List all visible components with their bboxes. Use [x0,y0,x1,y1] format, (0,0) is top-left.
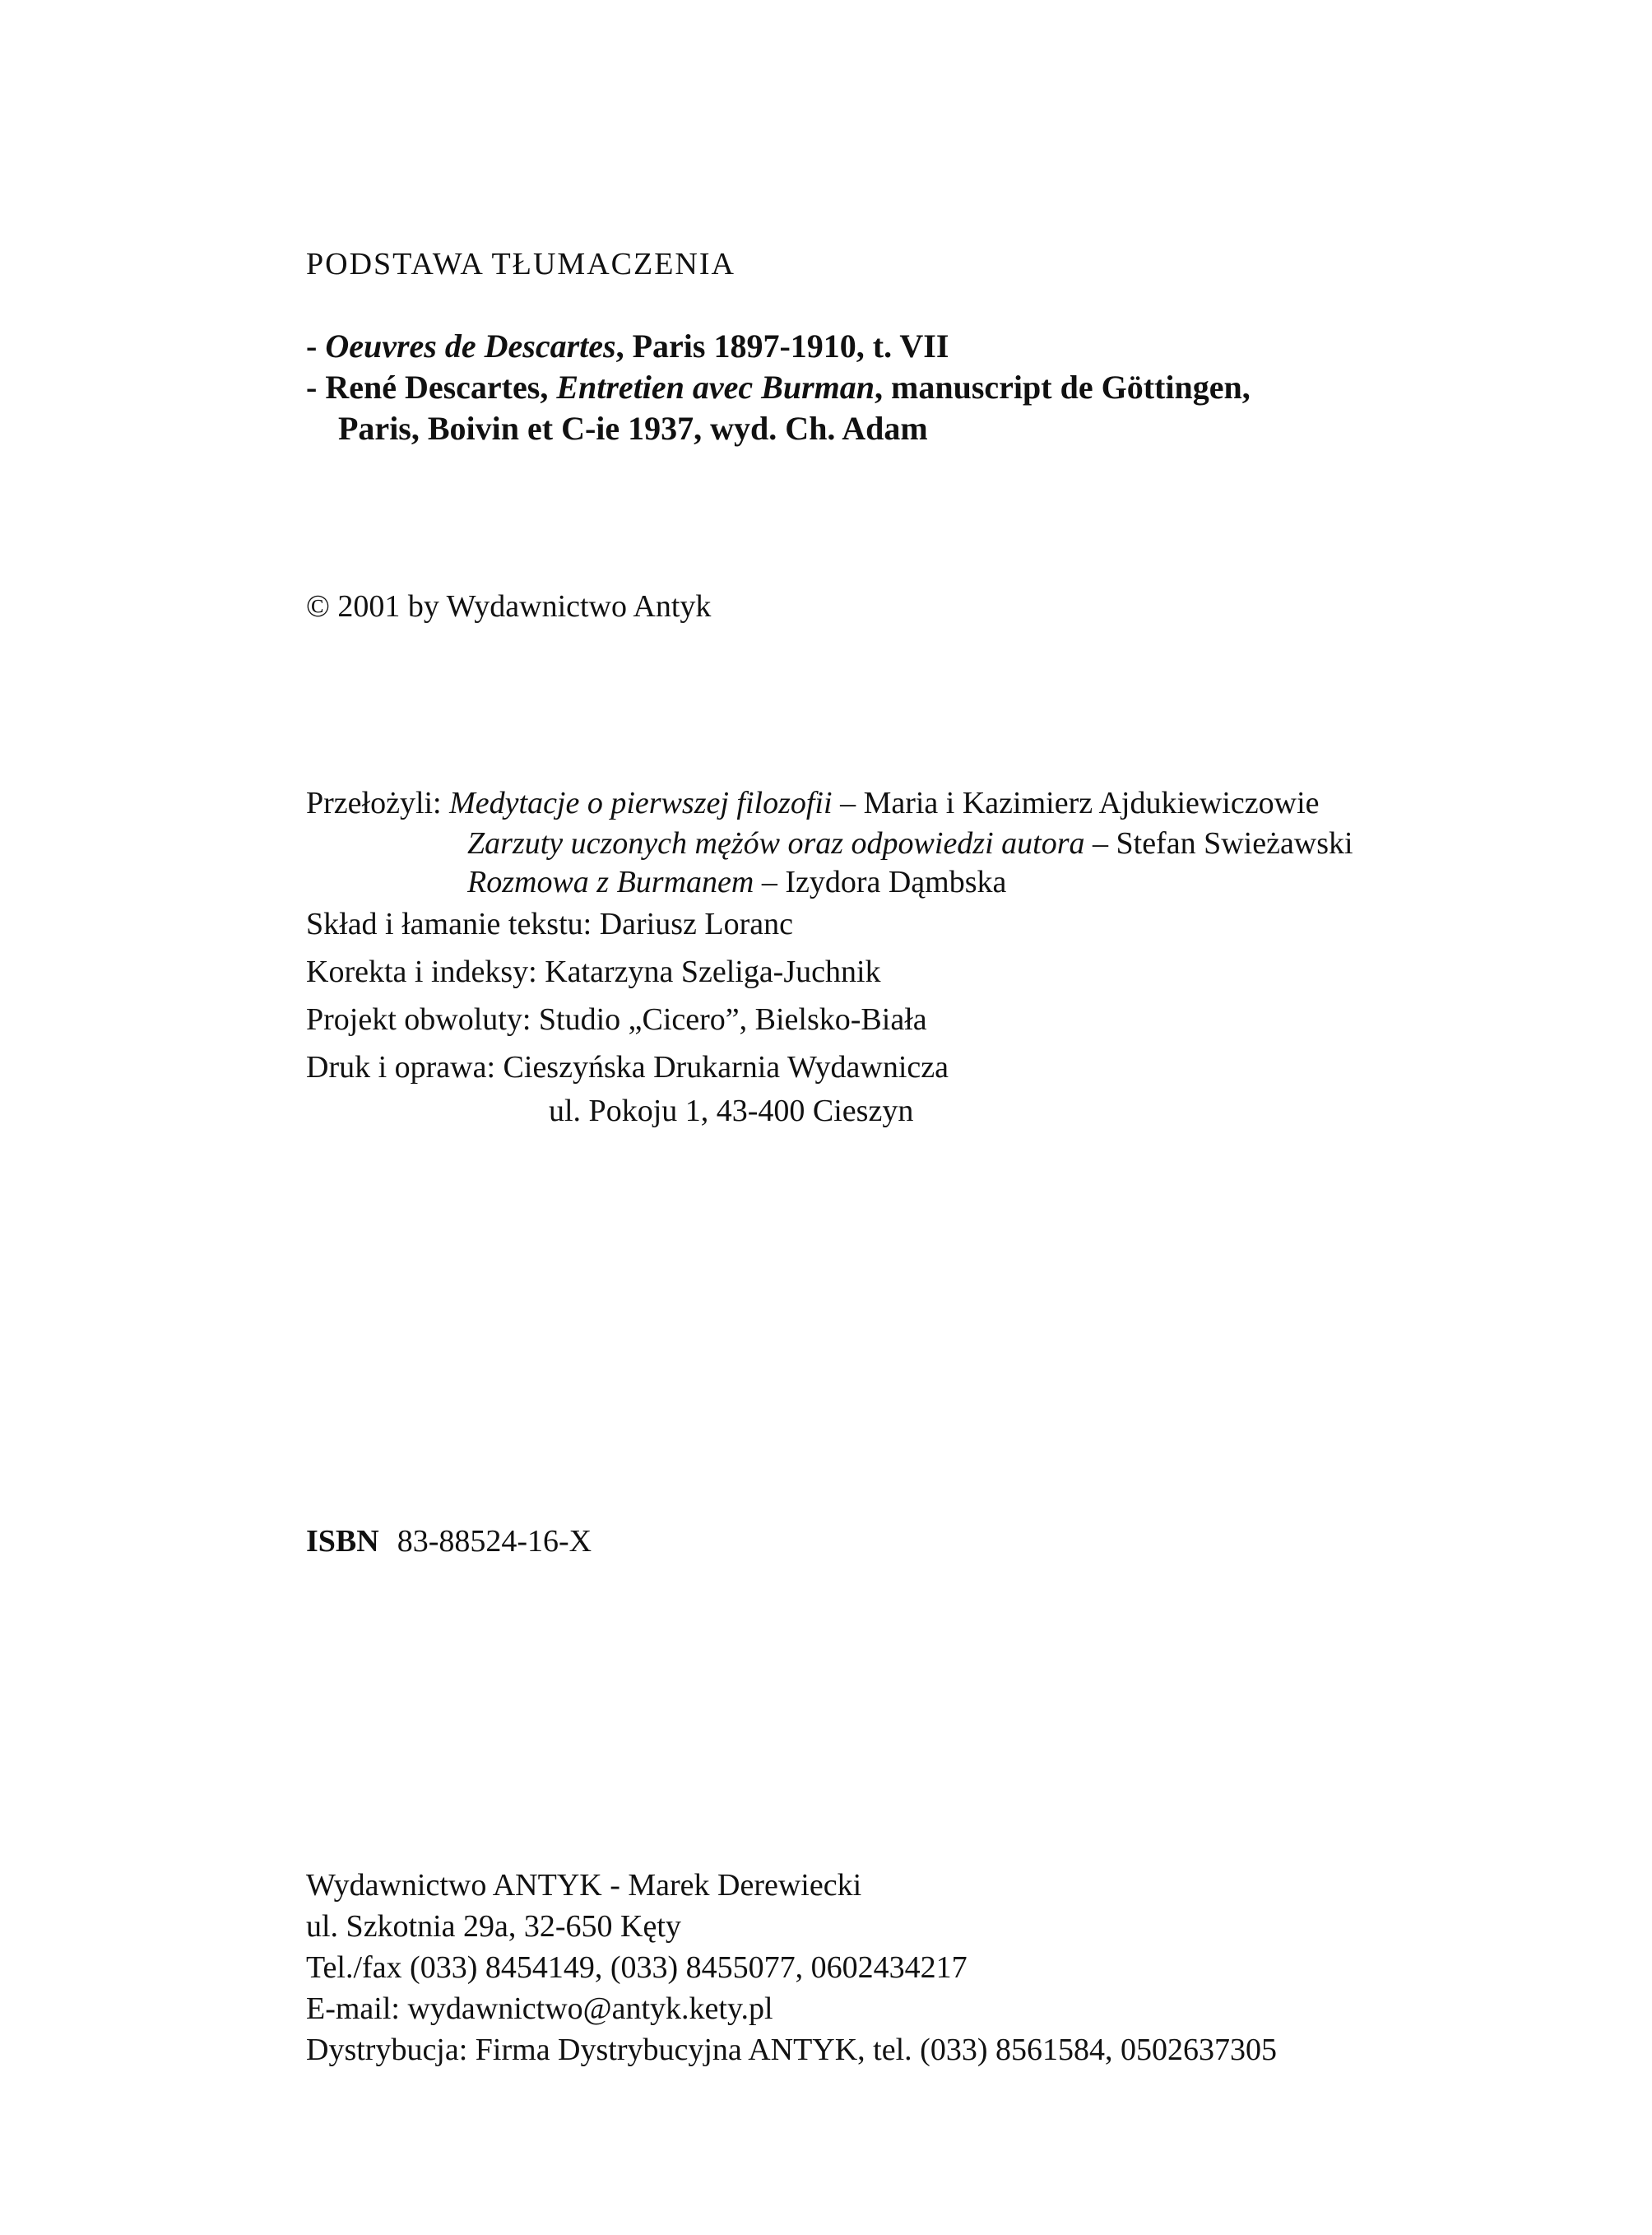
publisher-name: Wydawnictwo ANTYK - Marek Derewiecki [306,1868,862,1903]
publisher-email: E-mail: wydawnictwo@antyk.kety.pl [306,1991,773,2026]
printing-credit: Druk i oprawa: Cieszyńska Drukarnia Wydawnicza [306,1050,949,1085]
source-title: Oeuvres de Descartes [325,328,616,365]
translator-row [306,864,1353,900]
source-item [306,326,1251,367]
publisher-phone: Tel./fax (033) 8454149, (033) 8455077, 0602434217 [306,1950,968,1985]
translation-basis-list [306,326,1251,449]
copyright-notice: © 2001 by Wydawnictwo Antyk [306,589,712,624]
translator-names: Izydora Dąmbska [785,865,1007,899]
isbn-value: 83-88524-16-X [397,1524,592,1559]
source-item [306,367,1251,408]
source-details: , Paris 1897-1910, t. VII [615,328,949,365]
typesetting-credit: Skład i łamanie tekstu: Dariusz Loranc [306,907,793,941]
translator-separator: – [832,786,864,820]
translators-label: Przełożyli: [306,786,442,820]
translator-names: Stefan Swieżawski [1116,826,1353,861]
translator-separator: – [754,865,786,899]
list-dash: - [306,369,318,406]
source-author: René Descartes, [325,369,557,406]
translator-names: Maria i Kazimierz Ajdukiewiczowie [863,786,1320,820]
isbn-label: ISBN [306,1524,379,1559]
publisher-address: ul. Szkotnia 29a, 32-650 Kęty [306,1909,681,1944]
source-details: , manuscript de Göttingen, [875,369,1251,406]
translated-work-title: Rozmowa z Burmanem [467,865,754,899]
publisher-distribution: Dystrybucja: Firma Dystrybucyjna ANTYK, tel. (033) 8561584, 0502637305 [306,2033,1277,2067]
source-continuation: Paris, Boivin et C-ie 1937, wyd. Ch. Adam [338,410,928,447]
publisher-info [306,1865,1277,2070]
proofreading-credit: Korekta i indeksy: Katarzyna Szeliga-Juchnik [306,955,881,989]
translated-work-title: Medytacje o pierwszej filozofii [449,786,833,820]
translated-work-title: Zarzuty uczonych mężów oraz odpowiedzi autora [467,826,1085,861]
translator-row [306,824,1353,864]
cover-design-credit: Projekt obwoluty: Studio „Cicero”, Bielsko-Biała [306,1002,927,1037]
translator-separator: – [1084,826,1116,861]
source-title: Entretien avec Burman [556,369,875,406]
isbn-line [306,1521,592,1562]
printing-address: ul. Pokoju 1, 43-400 Cieszyn [549,1094,914,1128]
list-dash: - [306,328,318,365]
credits-section [306,783,1353,1131]
translation-basis-heading: PODSTAWA TŁUMACZENIA [306,247,736,281]
translator-row [306,783,1353,824]
